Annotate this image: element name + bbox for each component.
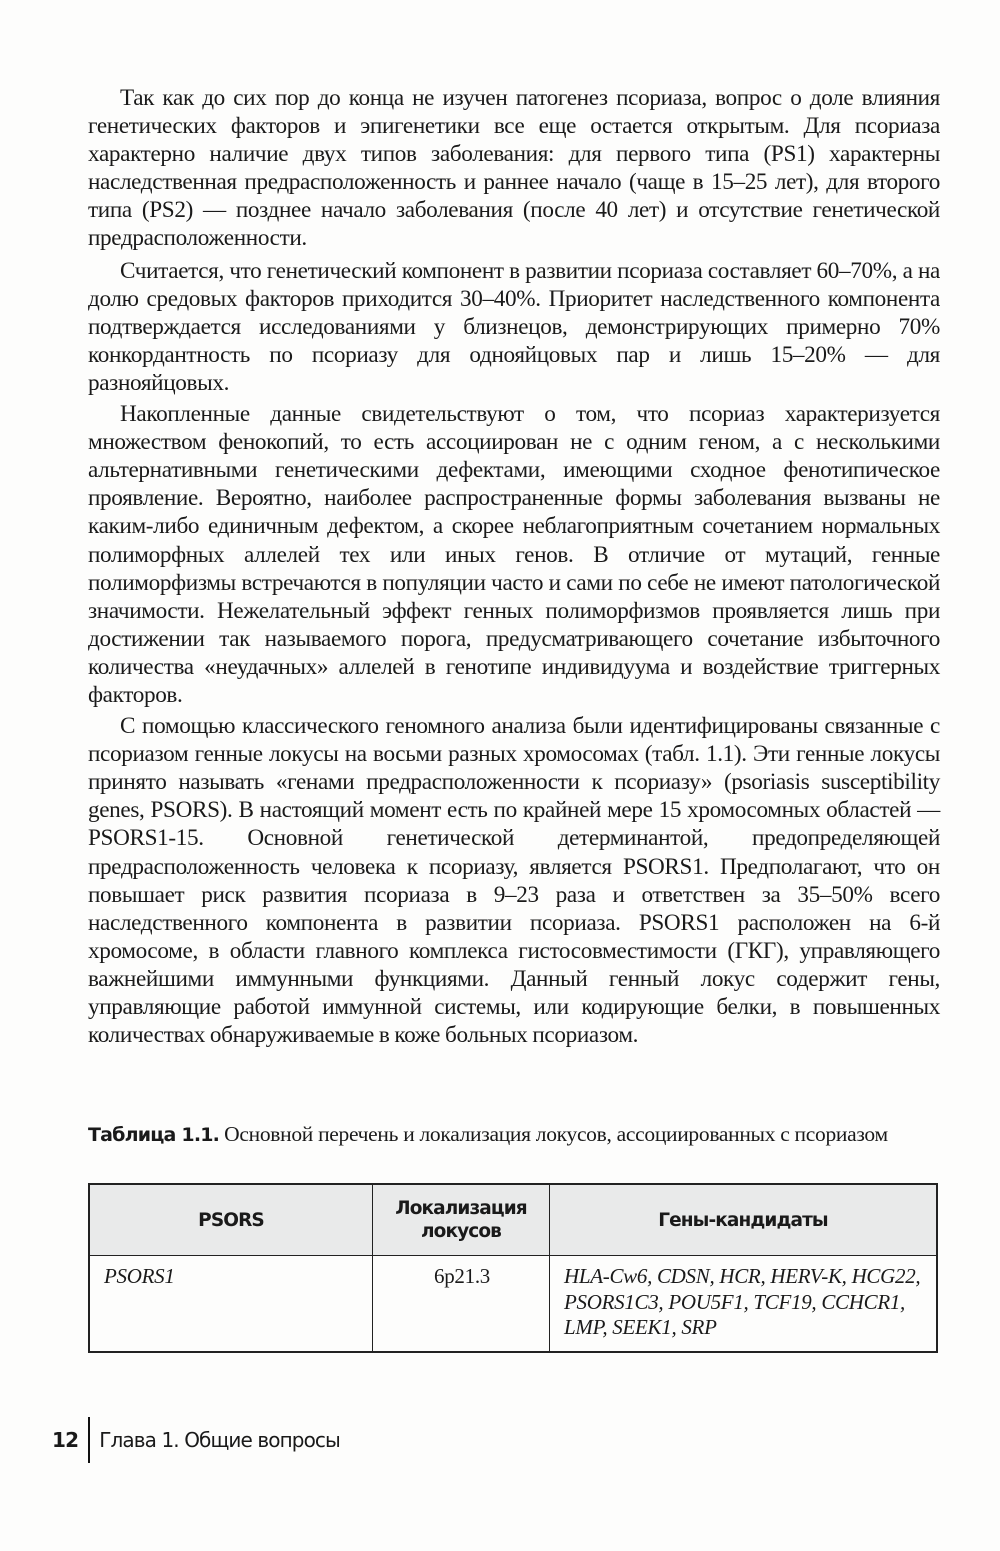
cell-psors: PSORS1 <box>89 1256 373 1352</box>
footer-divider <box>88 1417 90 1463</box>
paragraph: Считается, что генетический компонент в развитии псориаза составляет 60–70%, а на долю средовых факторов приходится 30–40%. Приоритет наследственного компонента подтверждается исследованиями у близнецов, демонстрирующих примерно 70% конкордантность по псориазу для однояйцовых пар и лишь 15–20% — для разнояйцовых. <box>88 257 940 396</box>
table-caption-label: Таблица 1.1. <box>88 1124 220 1146</box>
table-row <box>89 1256 937 1352</box>
paragraph: Так как до сих пор до конца не изучен патогенез псориаза, вопрос о доле влияния генетических факторов и эпигенетики все еще остается открытым. Для псориаза характерно наличие двух типов заболевания: для первого типа (PS1) характерны наследственная предрасположенность и раннее начало (чаще в 15–25 лет), для второго типа (PS2) — позднее начало заболевания (после 40 лет) и отсутствие генетической предрасположенности. <box>88 85 940 252</box>
header-localization: Локализация локусов <box>373 1184 550 1256</box>
table-caption-text: Основной перечень и локализация локусов, ассоциированных с псориазом <box>219 1122 888 1146</box>
cell-localization: 6p21.3 <box>373 1256 550 1352</box>
loci-table <box>88 1183 938 1353</box>
page-number: 12 <box>52 1428 79 1452</box>
paragraph: Накопленные данные свидетельствуют о том, что псориаз характеризуется множеством фенокопий, то есть ассоциирован не с одним геном, а с несколькими альтернативными генетическими дефектами, имеющими сходное фенотипическое проявление. Вероятно, наиболее распространенные формы заболевания вызваны не каким-либо единичным дефектом, а скорее неблагоприятным сочетанием нормальных полиморфных аллелей тех или иных генов. В отличие от мутаций, генные полиморфизмы встречаются в популяции часто и сами по себе не имеют патологической значимости. Нежелательный эффект генных полиморфизмов проявляется лишь при достижении так называемого порога, предусматривающего сочетание избыточного количества «неудачных» аллелей в генотипе индивидуума и воздействие триггерных факторов. <box>88 401 940 708</box>
page-footer <box>52 1418 340 1462</box>
table-header-row <box>89 1184 937 1256</box>
header-candidate-genes: Гены-кандидаты <box>550 1184 938 1256</box>
header-psors: PSORS <box>89 1184 373 1256</box>
table-caption <box>88 1121 908 1148</box>
body-text <box>88 84 940 1052</box>
cell-candidate-genes: HLA-Cw6, CDSN, HCR, HERV-K, HCG22, PSORS1C3, POU5F1, TCF19, CCHCR1, LMP, SEEK1, SRP <box>550 1256 938 1352</box>
paragraph: С помощью классического геномного анализа были идентифицированы связанные с псориазом генные локусы на восьми разных хромосомах (табл. 1.1). Эти генные локусы принято называть «генами предрасположенности к псориазу» (psoriasis susceptibility genes, PSORS). В настоящий момент есть по крайней мере 15 хромосомных областей — PSORS1-15. Основной генетической детерминантой, предопределяющей предрасположенность человека к псориазу, является PSORS1. Предполагают, что он повышает риск развития псориаза в 9–23 раза и ответствен за 35–50% всего наследственного компонента в развитии псориаза. PSORS1 расположен на 6-й хромосоме, в области главного комплекса гистосовместимости (ГКГ), управляющего важнейшими иммунными функциями. Данный генный локус содержит гены, управляющие работой иммунной системы, или кодирующие белки, в повышенных количествах обнаруживаемые в коже больных псориазом. <box>88 713 940 1049</box>
chapter-title: Глава 1. Общие вопросы <box>99 1428 340 1452</box>
